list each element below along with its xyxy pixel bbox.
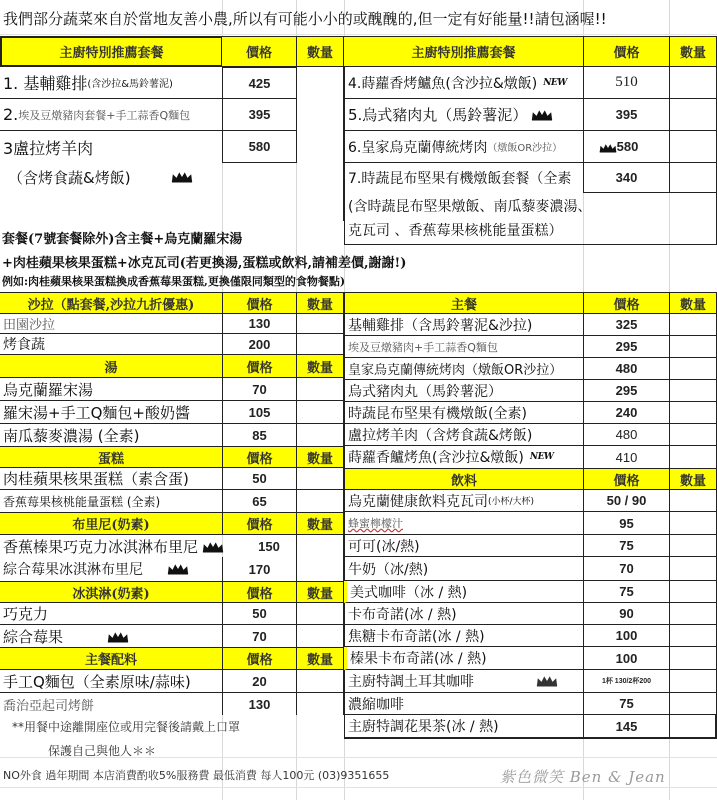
item-qty[interactable] — [296, 490, 344, 512]
crown-icon — [532, 673, 558, 689]
item-qty[interactable] — [669, 314, 717, 336]
item-note: 埃及豆燉豬肉套餐+手工蒜香Q麵包 — [18, 108, 191, 122]
set-notice-line3: 例如:肉桂蘋果核果蛋糕換成香蕉莓果蛋糕,更換僅限同類型的食物餐點) — [2, 275, 346, 288]
item-price: 200 — [222, 334, 296, 354]
menu-item[interactable]: 巧克力 — [0, 603, 222, 625]
item-price: 480 — [583, 424, 669, 446]
item-price: 150 — [258, 538, 280, 554]
item-price: 85 — [222, 424, 296, 446]
item-qty[interactable] — [669, 557, 717, 581]
item-name: 2. — [3, 105, 19, 124]
qty-header: 數量 — [669, 292, 717, 314]
item-qty[interactable] — [669, 693, 717, 715]
crown-icon — [167, 169, 193, 185]
menu-item[interactable]: 基輔雞排（含馬鈴薯泥&沙拉) — [344, 314, 583, 336]
menu-item[interactable]: 主廚特調花果茶(冰 / 熱) — [344, 715, 583, 739]
item-qty[interactable] — [669, 446, 717, 468]
crown-icon — [527, 107, 553, 123]
set-item-4-price: 510 — [583, 67, 669, 99]
qty-header: 數量 — [296, 512, 344, 535]
set-item-5-price: 395 — [583, 99, 669, 131]
menu-item[interactable] — [0, 625, 222, 647]
item-qty[interactable] — [296, 557, 344, 581]
menu-item[interactable]: 羅宋湯+手工Q麵包+酸奶醬 — [0, 401, 222, 424]
item-qty[interactable] — [296, 314, 344, 334]
item-qty[interactable] — [669, 670, 717, 693]
item-price: 145 — [583, 715, 669, 739]
item-price: 70 — [222, 625, 296, 647]
menu-item[interactable]: 蜂蜜檸檬汁 — [344, 512, 583, 535]
price-header: 價格 — [222, 354, 296, 378]
menu-item[interactable]: 烏式豬肉丸（馬鈴薯泥） — [344, 380, 583, 402]
menu-item[interactable]: 香蕉莓果核桃能量蛋糕 (全素) — [3, 494, 161, 509]
set-item-3-price: 580 — [222, 131, 297, 163]
item-price: 325 — [583, 314, 669, 336]
intro-text: 我們部分蔬菜來自於當地友善小農,所以有可能小小的或醜醜的,但一定有好能量!!請包涵喔!! — [3, 10, 607, 28]
item-price: 130 — [222, 314, 296, 334]
set-item-7-qty[interactable] — [669, 163, 717, 193]
item-qty[interactable] — [296, 334, 344, 354]
price-header: 價格 — [583, 36, 669, 67]
set-item-6[interactable] — [344, 131, 583, 163]
price-header: 價格 — [222, 512, 296, 535]
section-header-salad: 沙拉（點套餐,沙拉九折優惠) — [0, 292, 222, 314]
qty-header: 數量 — [669, 468, 717, 490]
menu-item[interactable]: 榛果卡布奇諾(冰 / 熱) — [344, 647, 583, 670]
item-price: 90 — [583, 603, 669, 625]
item-price: 410 — [583, 446, 669, 468]
menu-item[interactable]: 可可(冰/熱) — [344, 535, 583, 557]
item-price: 50 / 90 — [583, 490, 669, 512]
item-price: 100 — [583, 625, 669, 647]
menu-item[interactable]: 喬治亞起司烤餅 — [3, 698, 95, 714]
price-header: 價格 — [583, 468, 669, 490]
price-header: 價格 — [222, 647, 296, 670]
section-header-soup: 湯 — [0, 354, 222, 378]
set-notice-line1: 套餐(7號套餐除外)含主餐+烏克蘭羅宋湯 — [2, 232, 243, 247]
price-header: 價格 — [222, 292, 296, 314]
section-header-main: 主餐 — [344, 292, 583, 314]
item-qty[interactable] — [296, 468, 344, 490]
item-price: 65 — [222, 490, 296, 512]
crown-icon — [163, 561, 189, 577]
item-qty[interactable] — [296, 378, 344, 401]
item-qty[interactable] — [296, 535, 344, 557]
item-price: 130 — [222, 693, 296, 715]
menu-item[interactable] — [0, 557, 222, 581]
item-note: (含沙拉&馬鈴薯泥) — [87, 79, 173, 90]
price-header: 價格 — [222, 36, 296, 67]
menu-item[interactable]: 盧拉烤羊肉（含烤食蔬&烤飯) — [344, 424, 583, 446]
crown-icon — [595, 139, 617, 154]
set-item-3[interactable] — [0, 131, 222, 163]
menu-item[interactable]: 烏克蘭羅宋湯 — [0, 378, 222, 401]
menu-item[interactable]: 肉桂蘋果核果蛋糕（素含蛋) — [0, 468, 222, 490]
qty-header: 數量 — [669, 36, 717, 67]
item-price: 1杯 130/2杯200 — [583, 670, 669, 693]
section-header-cake: 蛋糕 — [0, 446, 222, 468]
set-notice-line2: +肉桂蘋果核果蛋糕+冰克瓦司(若更換湯,蛋糕或飲料,請補差價,謝謝!) — [2, 256, 407, 271]
item-name: 主廚特調土耳其咖啡 — [348, 674, 474, 690]
item-name: 綜合莓果冰淇淋布里尼 — [3, 562, 143, 578]
menu-item[interactable] — [0, 535, 244, 557]
item-price: 100 — [583, 647, 669, 670]
menu-item[interactable] — [344, 670, 583, 693]
menu-item[interactable]: 埃及豆燉豬肉+手工蒜香Q麵包 — [344, 336, 583, 358]
item-price: 295 — [583, 336, 669, 358]
menu-item[interactable]: 烤食蔬 — [3, 337, 45, 353]
item-price: 20 — [222, 670, 296, 693]
item-qty[interactable] — [296, 424, 344, 446]
menu-item[interactable]: 時蔬昆布堅果有機燉飯(全素) — [344, 402, 583, 424]
price-header: 價格 — [222, 581, 296, 603]
qty-header: 數量 — [296, 647, 344, 670]
item-name: 烏克蘭健康飲料克瓦司 — [348, 493, 488, 510]
item-qty[interactable] — [669, 625, 717, 647]
item-qty[interactable] — [296, 401, 344, 424]
set-item-6-price — [583, 131, 669, 163]
menu-item[interactable]: 卡布奇諾(冰 / 熱) — [344, 603, 583, 625]
set-item-3-detail — [0, 163, 222, 191]
item-qty[interactable] — [669, 424, 717, 446]
item-price: 50 — [222, 468, 296, 490]
watermark: 紫色微笑 Ben & Jean — [500, 768, 666, 786]
item-price: 240 — [583, 402, 669, 424]
item-qty[interactable] — [669, 402, 717, 424]
set-item-5-qty[interactable] — [669, 99, 717, 131]
menu-item[interactable]: 田園沙拉 — [0, 314, 222, 334]
set-item-6-qty[interactable] — [669, 131, 717, 163]
new-badge: NEW — [529, 452, 554, 462]
menu-item[interactable]: 牛奶（冰/熱) — [344, 557, 583, 581]
detail-line: (含時蔬昆布堅果燉飯、南瓜藜麥濃湯、 — [348, 198, 592, 215]
item-price: 295 — [583, 380, 669, 402]
item-name: 香蕉榛果巧克力冰淇淋布里尼 — [3, 537, 199, 556]
menu-item[interactable]: 焦糖卡布奇諾(冰 / 熱) — [344, 625, 583, 647]
item-qty[interactable] — [669, 581, 717, 603]
price-header: 價格 — [222, 446, 296, 468]
item-price: 480 — [583, 358, 669, 380]
item-name: 蒔蘿香鱸烤魚(含沙拉&燉飯) — [348, 450, 524, 466]
crown-icon — [103, 627, 129, 645]
section-header-drinks: 飲料 — [344, 468, 583, 490]
item-qty[interactable] — [669, 490, 717, 512]
section-header-ice-cream: 冰淇淋(奶素) — [0, 581, 222, 603]
item-name: 4.蒔蘿香烤鱸魚(含沙拉&燉飯) — [348, 75, 538, 92]
item-qty[interactable] — [669, 603, 717, 625]
item-qty[interactable] — [669, 336, 717, 358]
item-price: 75 — [583, 581, 669, 603]
qty-cell — [296, 191, 344, 221]
crown-icon — [198, 537, 224, 555]
mask-notice-line2: 保護自己與他人＊＊ — [48, 744, 157, 758]
set-item-1[interactable] — [0, 67, 222, 99]
set-item-2-qty[interactable] — [296, 99, 344, 131]
chef-sets-header-right: 主廚特別推薦套餐 — [344, 36, 583, 67]
policy-text: NO外食 過年期間 本店消費酌收5%服務費 最低消費 每人100元 (03)9351655 — [3, 769, 390, 782]
item-qty[interactable] — [669, 715, 717, 739]
menu-item[interactable]: 皇家烏克蘭傳統烤肉（燉飯OR沙拉） — [344, 358, 583, 380]
menu-item[interactable]: 美式咖啡（冰 / 熱) — [344, 581, 583, 603]
item-price: 70 — [222, 378, 296, 401]
set-item-1-price: 425 — [222, 67, 297, 99]
section-header-blini: 布里尼(奶素) — [0, 512, 222, 535]
item-qty[interactable] — [669, 512, 717, 535]
set-item-2[interactable] — [0, 99, 222, 131]
menu-item[interactable]: 手工Q麵包（全素原味/蒜味) — [0, 670, 222, 693]
item-price: 75 — [583, 693, 669, 715]
detail-line: 克瓦司 、香蕉莓果核桃能量蛋糕） — [348, 222, 563, 239]
item-price: 95 — [583, 512, 669, 535]
item-note: （燉飯OR沙拉） — [487, 143, 563, 154]
menu-item[interactable]: 南瓜藜麥濃湯 (全素) — [3, 426, 140, 445]
item-note: (小杯/大杯) — [488, 497, 535, 507]
item-qty[interactable] — [296, 693, 344, 715]
qty-cell — [296, 163, 344, 191]
qty-header: 數量 — [296, 292, 344, 314]
item-name: 6.皇家烏克蘭傳統烤肉 — [348, 139, 488, 156]
item-name: 1. 基輔雞排 — [3, 74, 88, 93]
set-item-3-qty[interactable] — [296, 131, 344, 163]
set-item-4[interactable] — [344, 67, 583, 99]
menu-item[interactable] — [344, 490, 583, 512]
qty-header: 數量 — [296, 36, 344, 67]
new-badge: NEW — [543, 77, 567, 88]
item-name: 7.時蔬昆布堅果有機燉飯套餐（全素 — [348, 171, 572, 187]
item-price: 170 — [222, 557, 296, 581]
set-item-2-price: 395 — [222, 99, 297, 131]
item-detail: （含烤食蔬&烤飯) — [8, 168, 131, 187]
price-header: 價格 — [583, 292, 669, 314]
menu-item[interactable] — [344, 446, 583, 468]
item-qty[interactable] — [669, 380, 717, 402]
item-price: 50 — [222, 603, 296, 625]
price-value: 580 — [616, 139, 639, 154]
chef-sets-header-left: 主廚特別推薦套餐 — [0, 36, 223, 67]
item-qty[interactable] — [296, 670, 344, 693]
set-item-7[interactable] — [344, 163, 583, 193]
item-qty[interactable] — [669, 535, 717, 557]
item-price: 70 — [583, 557, 669, 581]
item-price: 75 — [583, 535, 669, 557]
set-item-7-price: 340 — [583, 163, 669, 193]
qty-header: 數量 — [296, 581, 344, 603]
item-qty[interactable] — [669, 647, 717, 670]
item-name: 綜合莓果 — [3, 627, 64, 646]
item-qty[interactable] — [296, 603, 344, 625]
item-price: 105 — [222, 401, 296, 424]
mask-notice-line1: **用餐中途離開座位或用完餐後請戴上口罩 — [12, 720, 241, 734]
item-name: 3盧拉烤羊肉 — [3, 138, 94, 158]
qty-header: 數量 — [296, 354, 344, 378]
qty-header: 數量 — [296, 446, 344, 468]
item-name: 5.烏式豬肉丸（馬鈴薯泥） — [348, 106, 528, 124]
section-header-sides: 主餐配料 — [0, 647, 222, 670]
item-qty[interactable] — [296, 625, 344, 647]
menu-item[interactable]: 濃縮咖啡 — [344, 693, 583, 715]
set-item-4-qty[interactable] — [669, 67, 717, 99]
item-qty[interactable] — [669, 358, 717, 380]
set-item-1-qty[interactable] — [296, 67, 344, 99]
set-7-detail — [344, 193, 717, 245]
set-item-5[interactable] — [344, 99, 583, 131]
